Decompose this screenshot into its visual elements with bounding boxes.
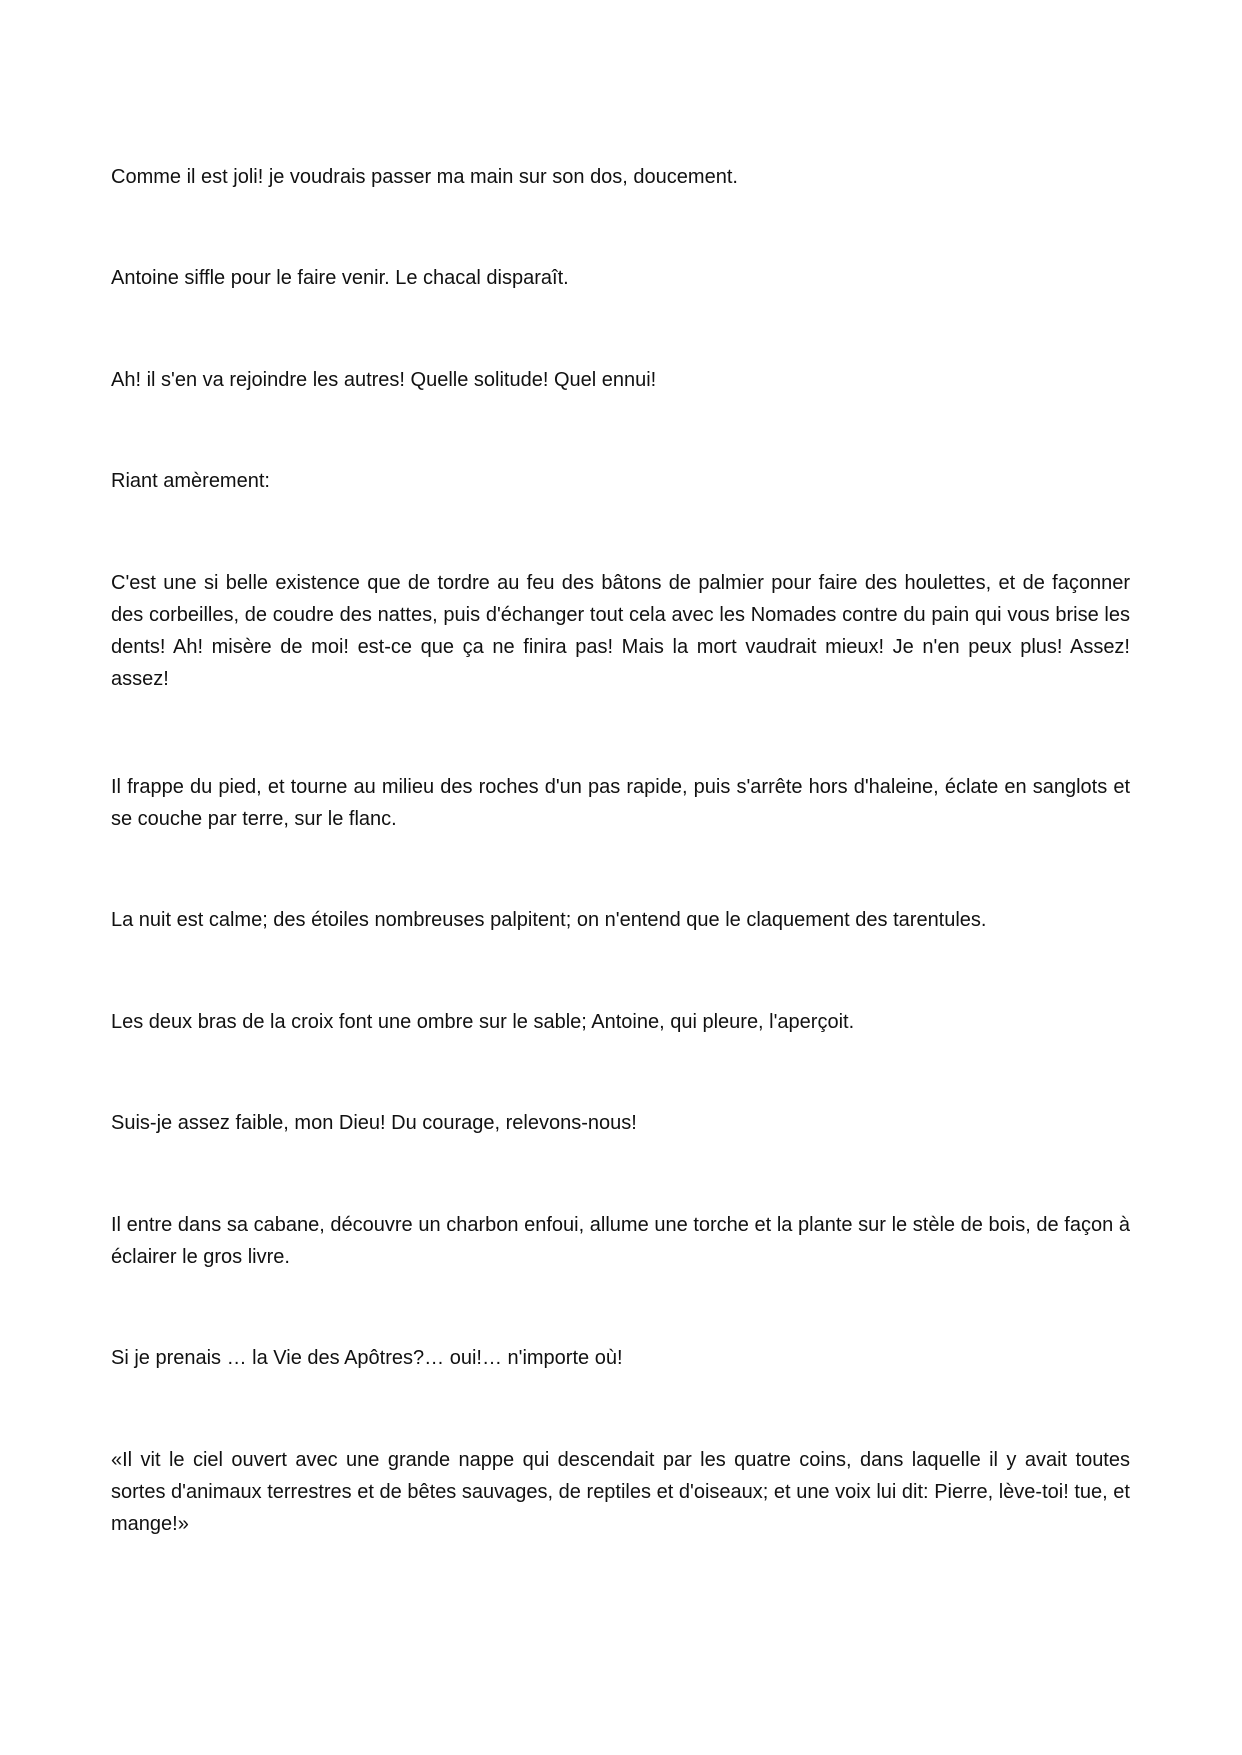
paragraph-6: Il frappe du pied, et tourne au milieu des roches d'un pas rapide, puis s'arrête hors d'haleine, éclate en sanglots et se couche par terre, sur le flanc. xyxy=(111,776,1130,830)
paragraph-12: «Il vit le ciel ouvert avec une grande nappe qui descendait par les quatre coins, dans laquelle il y avait toutes sortes d'animaux terrestres et de bêtes sauvages, de reptiles et d'oiseaux; et une voix lui dit: Pierre, lève-toi! tue, et mange!» xyxy=(111,1449,1130,1535)
paragraph-10: Il entre dans sa cabane, découvre un charbon enfoui, allume une torche et la plante sur le stèle de bois, de façon à éclairer le gros livre. xyxy=(111,1214,1130,1268)
paragraph-4: Riant amèrement: xyxy=(111,470,270,492)
paragraph-8: Les deux bras de la croix font une ombre sur le sable; Antoine, qui pleure, l'aperçoit. xyxy=(111,1011,855,1033)
paragraph-9: Suis-je assez faible, mon Dieu! Du courage, relevons-nous! xyxy=(111,1112,637,1134)
paragraph-7: La nuit est calme; des étoiles nombreuses palpitent; on n'entend que le claquement des tarentules. xyxy=(111,909,987,931)
paragraph-3: Ah! il s'en va rejoindre les autres! Quelle solitude! Quel ennui! xyxy=(111,369,657,391)
paragraph-11: Si je prenais … la Vie des Apôtres?… oui!… n'importe où! xyxy=(111,1347,623,1369)
paragraph-5: C'est une si belle existence que de tordre au feu des bâtons de palmier pour faire des houlettes, et de façonner des corbeilles, de coudre des nattes, puis d'échanger tout cela avec les Nomades contre du pain qui vous brise les dents! Ah! misère de moi! est-ce que ça ne finira pas! Mais la mort vaudrait mieux! Je n'en peux plus! Assez! assez! xyxy=(111,572,1130,690)
paragraph-1: Comme il est joli! je voudrais passer ma main sur son dos, doucement. xyxy=(111,166,738,188)
paragraph-2: Antoine siffle pour le faire venir. Le chacal disparaît. xyxy=(111,267,569,289)
